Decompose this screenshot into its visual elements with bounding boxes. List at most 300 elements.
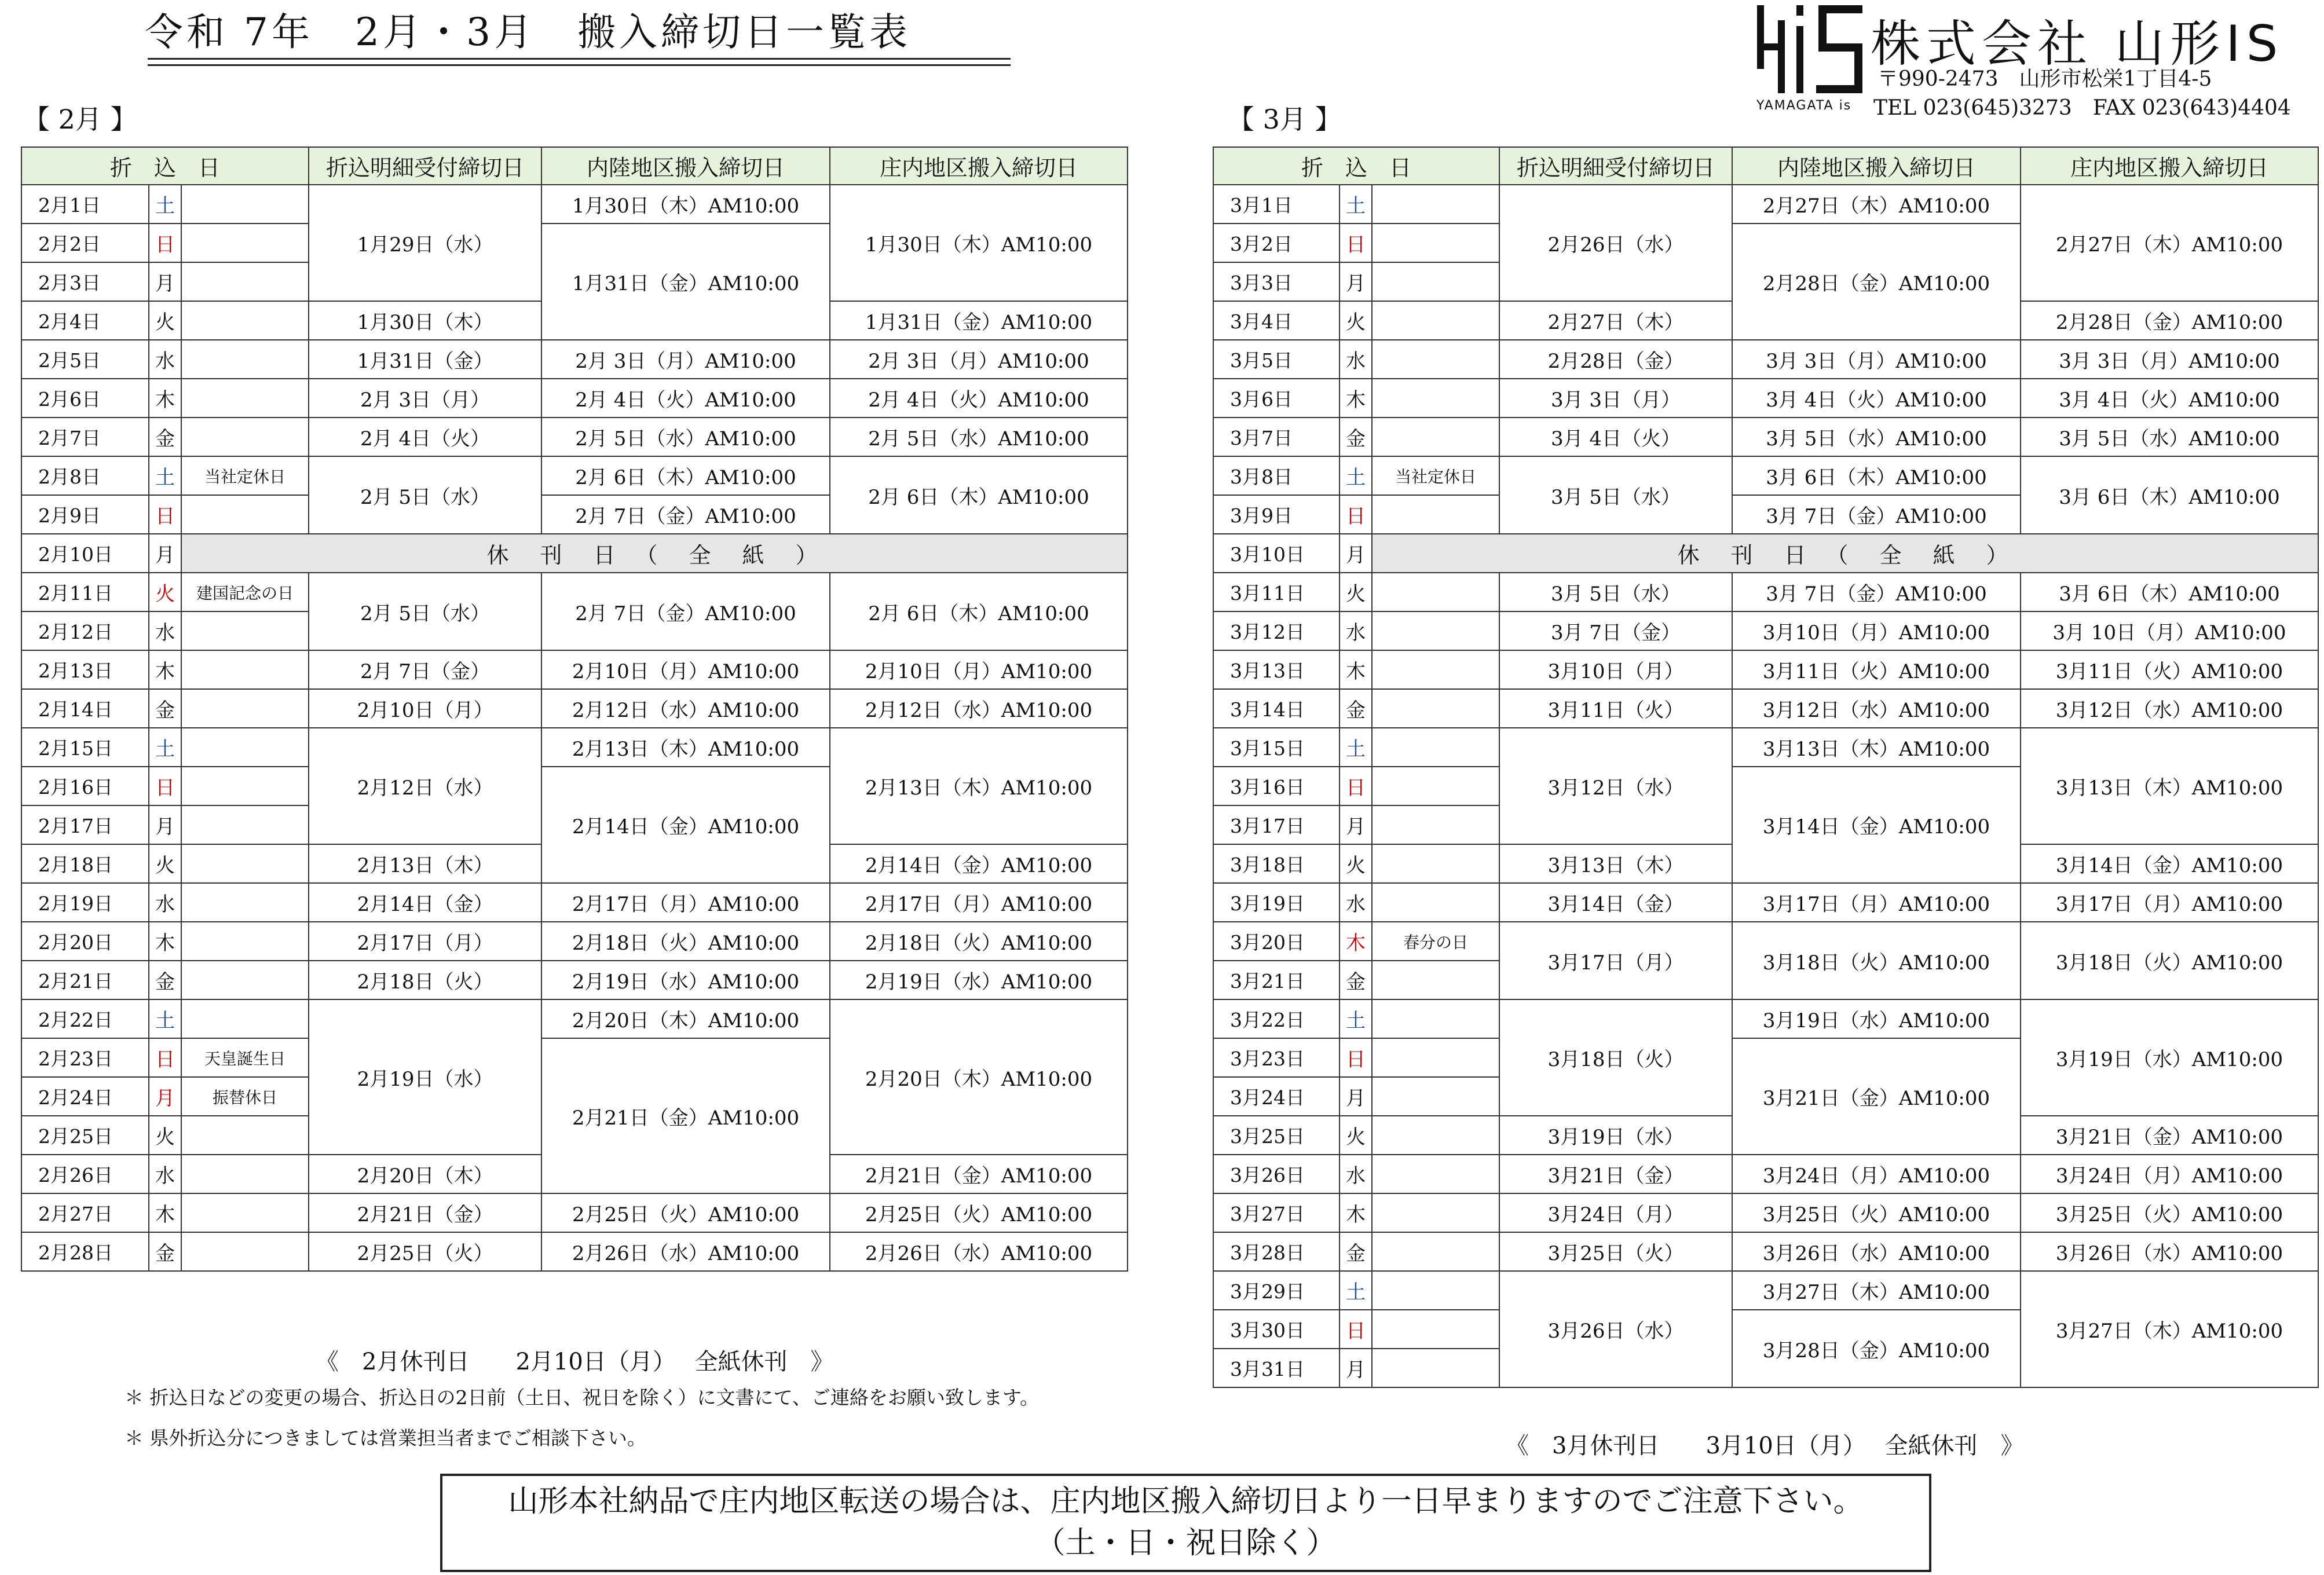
day-text: 13日 <box>69 660 113 682</box>
detail-deadline-cell: 1月30日（木） <box>309 301 541 340</box>
inland-deadline-cell: 3月21日（金）AM10:00 <box>1732 1038 2021 1155</box>
month-text: 3月 <box>1230 582 1261 605</box>
day-text: 19日 <box>1261 892 1305 915</box>
day-text: 3日 <box>1261 272 1293 294</box>
day-text: 2日 <box>1261 233 1293 255</box>
inland-deadline-cell: 3月27日（木）AM10:00 <box>1732 1271 2021 1310</box>
inland-deadline-cell: 3月 7日（金）AM10:00 <box>1732 573 2021 611</box>
date-cell <box>1213 650 1339 689</box>
table-row <box>21 728 1128 767</box>
day-text: 23日 <box>1261 1047 1305 1070</box>
day-text: 10日 <box>69 543 113 566</box>
logo-caption: YAMAGATA is <box>1756 98 1852 113</box>
inland-deadline-cell: 3月28日（金）AM10:00 <box>1732 1310 2021 1387</box>
month-text: 3月 <box>1230 1358 1261 1380</box>
note-cell: 振替休日 <box>181 1077 309 1116</box>
header-orikomi-date: 折 込 日 <box>21 147 309 185</box>
table-row <box>21 340 1128 379</box>
weekday-cell: 木 <box>1339 1193 1372 1232</box>
month-text: 2月 <box>38 892 69 915</box>
march-summary: 《 3月休刊日 3月10日（月） 全紙休刊 》 <box>1506 1433 2024 1459</box>
note-cell <box>181 1232 309 1271</box>
inland-deadline-cell: 3月17日（月）AM10:00 <box>1732 883 2021 922</box>
date-cell <box>1213 1193 1339 1232</box>
shonai-deadline-cell: 2月18日（火）AM10:00 <box>830 922 1128 961</box>
note-cell <box>181 844 309 883</box>
note-cell <box>181 1193 309 1232</box>
note-cell <box>1372 611 1499 650</box>
february-table <box>21 146 1128 1272</box>
date-cell <box>1213 534 1339 573</box>
weekday-cell: 金 <box>1339 961 1372 999</box>
date-cell <box>1213 456 1339 495</box>
day-text: 4日 <box>69 310 101 333</box>
inland-deadline-cell: 2月21日（金）AM10:00 <box>541 1038 830 1193</box>
shonai-deadline-cell: 1月31日（金）AM10:00 <box>830 301 1128 340</box>
date-cell <box>1213 728 1339 767</box>
note-cell <box>181 728 309 767</box>
weekday-cell: 火 <box>1339 573 1372 611</box>
weekday-cell: 月 <box>1339 805 1372 844</box>
inland-deadline-cell: 2月 6日（木）AM10:00 <box>541 456 830 495</box>
date-cell <box>21 573 149 611</box>
shonai-deadline-cell: 2月17日（月）AM10:00 <box>830 883 1128 922</box>
note-cell <box>1372 1038 1499 1077</box>
inland-deadline-cell: 3月 5日（水）AM10:00 <box>1732 417 2021 456</box>
date-cell <box>1213 1077 1339 1116</box>
weekday-cell: 月 <box>149 534 181 573</box>
detail-deadline-cell: 2月 7日（金） <box>309 650 541 689</box>
note-cell <box>181 961 309 999</box>
table-row <box>1213 728 2318 767</box>
inland-deadline-cell: 2月14日（金）AM10:00 <box>541 767 830 883</box>
inland-deadline-cell: 3月11日（火）AM10:00 <box>1732 650 2021 689</box>
shonai-deadline-cell: 3月 4日（火）AM10:00 <box>2021 379 2318 417</box>
detail-deadline-cell: 1月31日（金） <box>309 340 541 379</box>
inland-deadline-cell: 2月25日（火）AM10:00 <box>541 1193 830 1232</box>
note-cell <box>181 417 309 456</box>
inland-deadline-cell: 2月19日（水）AM10:00 <box>541 961 830 999</box>
inland-deadline-cell: 3月18日（火）AM10:00 <box>1732 922 2021 999</box>
table-row <box>1213 379 2318 417</box>
day-text: 6日 <box>1261 388 1293 411</box>
inland-deadline-cell: 2月12日（水）AM10:00 <box>541 689 830 728</box>
table-row <box>1213 340 2318 379</box>
detail-deadline-cell: 2月17日（月） <box>309 922 541 961</box>
weekday-cell: 火 <box>149 1116 181 1155</box>
detail-deadline-cell: 2月 5日（水） <box>309 456 541 534</box>
month-text: 2月 <box>38 1203 69 1225</box>
day-text: 22日 <box>1261 1009 1305 1031</box>
weekday-cell: 木 <box>1339 379 1372 417</box>
table-row <box>1213 611 2318 650</box>
detail-deadline-cell: 3月 4日（火） <box>1499 417 1732 456</box>
weekday-cell: 月 <box>1339 262 1372 301</box>
header-detail-deadline: 折込明細受付締切日 <box>309 147 541 185</box>
month-text: 2月 <box>38 970 69 992</box>
shonai-deadline-cell: 2月 3日（月）AM10:00 <box>830 340 1128 379</box>
date-cell <box>21 379 149 417</box>
detail-deadline-cell: 3月18日（火） <box>1499 999 1732 1116</box>
month-text: 3月 <box>1230 1280 1261 1303</box>
month-text: 2月 <box>38 815 69 837</box>
month-text: 2月 <box>38 1164 69 1186</box>
note-cell <box>1372 495 1499 534</box>
weekday-cell: 金 <box>1339 417 1372 456</box>
month-text: 3月 <box>1230 892 1261 915</box>
header-inland-deadline: 内陸地区搬入締切日 <box>1732 147 2021 185</box>
weekday-cell: 土 <box>1339 1271 1372 1310</box>
date-cell <box>1213 301 1339 340</box>
shonai-deadline-cell: 3月25日（火）AM10:00 <box>2021 1193 2318 1232</box>
shonai-deadline-cell: 3月13日（木）AM10:00 <box>2021 728 2318 844</box>
inland-deadline-cell: 2月17日（月）AM10:00 <box>541 883 830 922</box>
weekday-cell: 日 <box>1339 495 1372 534</box>
note-cell: 当社定休日 <box>181 456 309 495</box>
weekday-cell: 金 <box>149 417 181 456</box>
shonai-deadline-cell: 3月 3日（月）AM10:00 <box>2021 340 2318 379</box>
month-text: 3月 <box>1230 1047 1261 1070</box>
day-text: 15日 <box>69 737 113 760</box>
shonai-deadline-cell: 3月12日（水）AM10:00 <box>2021 689 2318 728</box>
shonai-deadline-cell: 2月21日（金）AM10:00 <box>830 1155 1128 1193</box>
date-cell <box>1213 340 1339 379</box>
weekday-cell: 日 <box>1339 224 1372 262</box>
weekday-cell: 火 <box>149 844 181 883</box>
date-cell <box>1213 1232 1339 1271</box>
table-row <box>21 689 1128 728</box>
table-row <box>21 961 1128 999</box>
shonai-deadline-cell: 2月 4日（火）AM10:00 <box>830 379 1128 417</box>
date-cell <box>21 689 149 728</box>
shonai-deadline-cell: 2月12日（水）AM10:00 <box>830 689 1128 728</box>
month-text: 2月 <box>38 698 69 721</box>
detail-deadline-cell: 3月25日（火） <box>1499 1232 1732 1271</box>
table-row <box>21 650 1128 689</box>
month-text: 3月 <box>1230 427 1261 449</box>
date-cell <box>1213 1155 1339 1193</box>
detail-deadline-cell: 3月14日（金） <box>1499 883 1732 922</box>
table-row <box>21 573 1128 611</box>
inland-deadline-cell: 3月10日（月）AM10:00 <box>1732 611 2021 650</box>
shonai-deadline-cell: 3月 5日（水）AM10:00 <box>2021 417 2318 456</box>
shonai-deadline-cell: 2月19日（水）AM10:00 <box>830 961 1128 999</box>
month-text: 3月 <box>1230 698 1261 721</box>
note-cell <box>181 224 309 262</box>
month-text: 3月 <box>1230 466 1261 488</box>
date-cell <box>21 1038 149 1077</box>
month-text: 2月 <box>38 776 69 799</box>
header-inland-deadline: 内陸地区搬入締切日 <box>541 147 830 185</box>
day-text: 21日 <box>69 970 113 992</box>
note-cell <box>181 689 309 728</box>
weekday-cell: 土 <box>149 728 181 767</box>
shonai-deadline-cell: 2月25日（火）AM10:00 <box>830 1193 1128 1232</box>
date-cell <box>1213 573 1339 611</box>
date-cell <box>21 301 149 340</box>
header-row <box>1213 147 2318 185</box>
month-text: 2月 <box>38 427 69 449</box>
date-cell <box>1213 961 1339 999</box>
day-text: 9日 <box>69 504 101 527</box>
day-text: 28日 <box>69 1241 113 1264</box>
date-cell <box>21 611 149 650</box>
month-text: 3月 <box>1230 504 1261 527</box>
weekday-cell: 月 <box>1339 1077 1372 1116</box>
month-text: 3月 <box>1230 815 1261 837</box>
day-text: 16日 <box>69 776 113 799</box>
table-row <box>21 883 1128 922</box>
date-cell <box>1213 379 1339 417</box>
month-text: 3月 <box>1230 310 1261 333</box>
day-text: 27日 <box>69 1203 113 1225</box>
date-cell <box>1213 844 1339 883</box>
note-cell <box>181 883 309 922</box>
weekday-cell: 火 <box>1339 844 1372 883</box>
day-text: 7日 <box>1261 427 1293 449</box>
note-cell <box>181 1155 309 1193</box>
month-text: 3月 <box>1230 1086 1261 1109</box>
note-cell <box>1372 185 1499 224</box>
table-row <box>1213 883 2318 922</box>
detail-deadline-cell: 2月26日（水） <box>1499 185 1732 301</box>
inland-deadline-cell: 3月14日（金）AM10:00 <box>1732 767 2021 883</box>
date-cell <box>21 1232 149 1271</box>
day-text: 23日 <box>69 1047 113 1070</box>
date-cell <box>21 534 149 573</box>
day-text: 14日 <box>69 698 113 721</box>
month-text: 3月 <box>1230 388 1261 411</box>
weekday-cell: 月 <box>1339 534 1372 573</box>
weekday-cell: 木 <box>1339 922 1372 961</box>
weekday-cell: 木 <box>149 379 181 417</box>
date-cell <box>1213 262 1339 301</box>
month-text: 2月 <box>38 310 69 333</box>
shonai-deadline-cell: 2月28日（金）AM10:00 <box>2021 301 2318 340</box>
closed-day-banner: 休 刊 日 （ 全 紙 ） <box>181 534 1128 573</box>
detail-deadline-cell: 2月25日（火） <box>309 1232 541 1271</box>
shonai-deadline-cell: 1月30日（木）AM10:00 <box>830 185 1128 301</box>
title-underline <box>148 58 1011 66</box>
header-shonai-deadline: 庄内地区搬入締切日 <box>2021 147 2318 185</box>
company-address: 〒990-2473 山形市松栄1丁目4-5 <box>1878 67 2212 91</box>
date-cell <box>1213 1271 1339 1310</box>
weekday-cell: 土 <box>149 999 181 1038</box>
inland-deadline-cell: 2月28日（金）AM10:00 <box>1732 224 2021 340</box>
weekday-cell: 火 <box>149 301 181 340</box>
day-text: 7日 <box>69 427 101 449</box>
month-text: 2月 <box>38 1047 69 1070</box>
detail-deadline-cell: 3月19日（水） <box>1499 1116 1732 1155</box>
weekday-cell: 日 <box>1339 1038 1372 1077</box>
month-text: 3月 <box>1230 543 1261 566</box>
detail-deadline-cell: 2月10日（月） <box>309 689 541 728</box>
detail-deadline-cell: 3月 5日（水） <box>1499 573 1732 611</box>
month-text: 2月 <box>38 660 69 682</box>
month-text: 2月 <box>38 1009 69 1031</box>
note-cell <box>1372 767 1499 805</box>
note-cell: 建国記念の日 <box>181 573 309 611</box>
table-row <box>21 417 1128 456</box>
day-text: 25日 <box>1261 1125 1305 1148</box>
note-cell <box>1372 689 1499 728</box>
note-cell <box>181 999 309 1038</box>
note-cell <box>181 922 309 961</box>
date-cell <box>21 922 149 961</box>
table-row <box>1213 185 2318 224</box>
shonai-deadline-cell: 3月26日（水）AM10:00 <box>2021 1232 2318 1271</box>
detail-deadline-cell: 2月21日（金） <box>309 1193 541 1232</box>
inland-deadline-cell: 2月20日（木）AM10:00 <box>541 999 830 1038</box>
inland-deadline-cell: 3月13日（木）AM10:00 <box>1732 728 2021 767</box>
weekday-cell: 火 <box>149 573 181 611</box>
day-text: 10日 <box>1261 543 1305 566</box>
date-cell <box>1213 805 1339 844</box>
note-cell <box>181 1116 309 1155</box>
inland-deadline-cell: 3月 4日（火）AM10:00 <box>1732 379 2021 417</box>
month-text: 2月 <box>38 466 69 488</box>
shonai-deadline-cell: 3月 10日（月）AM10:00 <box>2021 611 2318 650</box>
note-cell <box>1372 224 1499 262</box>
inland-deadline-cell: 3月 6日（木）AM10:00 <box>1732 456 2021 495</box>
detail-deadline-cell: 3月17日（月） <box>1499 922 1732 999</box>
inland-deadline-cell: 3月26日（水）AM10:00 <box>1732 1232 2021 1271</box>
date-cell <box>21 495 149 534</box>
detail-deadline-cell: 2月19日（水） <box>309 999 541 1155</box>
date-cell <box>21 185 149 224</box>
inland-deadline-cell: 2月27日（木）AM10:00 <box>1732 185 2021 224</box>
day-text: 3日 <box>69 272 101 294</box>
date-cell <box>21 340 149 379</box>
table-row <box>1213 1193 2318 1232</box>
month-text: 3月 <box>1230 1203 1261 1225</box>
detail-deadline-cell: 3月10日（月） <box>1499 650 1732 689</box>
month-text: 2月 <box>38 272 69 294</box>
weekday-cell: 金 <box>1339 1232 1372 1271</box>
note-cell: 当社定休日 <box>1372 456 1499 495</box>
date-cell <box>21 728 149 767</box>
february-label: 【 2月 】 <box>23 104 137 135</box>
shonai-deadline-cell: 2月 5日（水）AM10:00 <box>830 417 1128 456</box>
date-cell <box>1213 1349 1339 1387</box>
day-text: 13日 <box>1261 660 1305 682</box>
month-text: 3月 <box>1230 776 1261 799</box>
weekday-cell: 土 <box>149 185 181 224</box>
table-row <box>1213 573 2318 611</box>
detail-deadline-cell: 3月 7日（金） <box>1499 611 1732 650</box>
shonai-deadline-cell: 3月18日（火）AM10:00 <box>2021 922 2318 999</box>
note-cell <box>1372 1349 1499 1387</box>
date-cell <box>1213 224 1339 262</box>
date-cell <box>21 262 149 301</box>
inland-deadline-cell: 2月 7日（金）AM10:00 <box>541 573 830 650</box>
note-cell <box>1372 999 1499 1038</box>
weekday-cell: 土 <box>1339 728 1372 767</box>
month-text: 2月 <box>38 1086 69 1109</box>
weekday-cell: 日 <box>1339 1310 1372 1349</box>
note-cell <box>181 495 309 534</box>
table-row <box>1213 417 2318 456</box>
date-cell <box>1213 495 1339 534</box>
detail-deadline-cell: 3月13日（木） <box>1499 844 1732 883</box>
note-cell <box>1372 844 1499 883</box>
shonai-deadline-cell: 3月27日（木）AM10:00 <box>2021 1271 2318 1387</box>
header-detail-deadline: 折込明細受付締切日 <box>1499 147 1732 185</box>
note-cell <box>1372 805 1499 844</box>
company-logo-icon <box>1755 3 1865 98</box>
day-text: 27日 <box>1261 1203 1305 1225</box>
inland-deadline-cell: 2月13日（木）AM10:00 <box>541 728 830 767</box>
table-row <box>1213 456 2318 495</box>
weekday-cell: 水 <box>1339 340 1372 379</box>
detail-deadline-cell: 2月28日（金） <box>1499 340 1732 379</box>
notice-line-1: 山形本社納品で庄内地区転送の場合は、庄内地区搬入締切日より一日早まりますのでご注意下さい。 <box>508 1484 1864 1519</box>
month-text: 2月 <box>38 349 69 372</box>
detail-deadline-cell: 3月24日（月） <box>1499 1193 1732 1232</box>
day-text: 8日 <box>1261 466 1293 488</box>
weekday-cell: 日 <box>149 224 181 262</box>
note-cell <box>1372 573 1499 611</box>
shonai-deadline-cell: 2月10日（月）AM10:00 <box>830 650 1128 689</box>
date-cell <box>1213 1116 1339 1155</box>
note-cell <box>181 650 309 689</box>
month-text: 3月 <box>1230 1319 1261 1342</box>
table-row <box>1213 534 2318 573</box>
note-cell <box>1372 417 1499 456</box>
detail-deadline-cell: 2月 5日（水） <box>309 573 541 650</box>
date-cell <box>1213 1038 1339 1077</box>
month-text: 2月 <box>38 233 69 255</box>
month-text: 3月 <box>1230 233 1261 255</box>
note-cell: 春分の日 <box>1372 922 1499 961</box>
shonai-deadline-cell: 3月11日（火）AM10:00 <box>2021 650 2318 689</box>
note-cell <box>1372 379 1499 417</box>
weekday-cell: 金 <box>149 1232 181 1271</box>
day-text: 24日 <box>69 1086 113 1109</box>
date-cell <box>21 1193 149 1232</box>
note-cell <box>181 262 309 301</box>
day-text: 9日 <box>1261 504 1293 527</box>
date-cell <box>21 650 149 689</box>
shonai-deadline-cell: 3月 6日（木）AM10:00 <box>2021 456 2318 534</box>
table-row <box>1213 1232 2318 1271</box>
detail-deadline-cell: 1月29日（水） <box>309 185 541 301</box>
weekday-cell: 金 <box>149 961 181 999</box>
note-cell <box>181 379 309 417</box>
weekday-cell: 火 <box>1339 301 1372 340</box>
month-text: 3月 <box>1230 349 1261 372</box>
table-row <box>1213 999 2318 1038</box>
note-cell <box>181 805 309 844</box>
month-text: 3月 <box>1230 931 1261 954</box>
month-text: 3月 <box>1230 621 1261 643</box>
note-cell: 天皇誕生日 <box>181 1038 309 1077</box>
inland-deadline-cell: 3月24日（月）AM10:00 <box>1732 1155 2021 1193</box>
month-text: 2月 <box>38 621 69 643</box>
date-cell <box>21 961 149 999</box>
table-row <box>21 1193 1128 1232</box>
march-table <box>1213 146 2319 1388</box>
date-cell <box>21 417 149 456</box>
note-cell <box>1372 650 1499 689</box>
day-text: 31日 <box>1261 1358 1305 1380</box>
date-cell <box>21 1077 149 1116</box>
day-text: 18日 <box>1261 854 1305 876</box>
day-text: 25日 <box>69 1125 113 1148</box>
shonai-deadline-cell: 3月17日（月）AM10:00 <box>2021 883 2318 922</box>
header-orikomi-date: 折 込 日 <box>1213 147 1499 185</box>
note-2: ＊ 県外折込分につきましては営業担当者までご相談下さい。 <box>125 1427 646 1449</box>
